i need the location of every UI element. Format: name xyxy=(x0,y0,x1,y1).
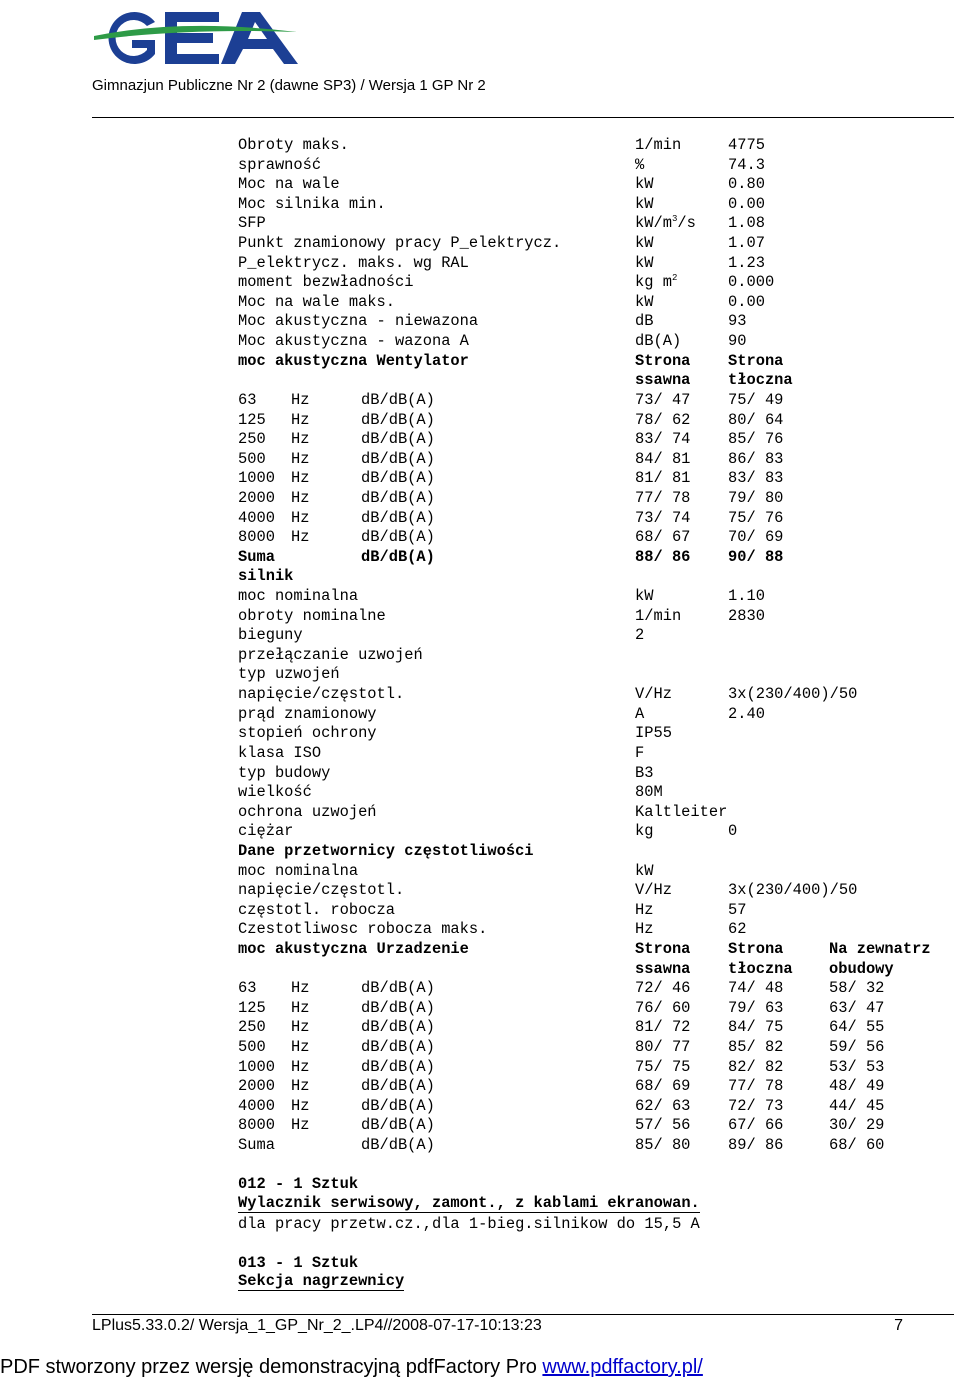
frequency-unit: Hz xyxy=(291,998,310,1017)
level-unit: dB/dB(A) xyxy=(361,390,435,409)
spec-label: ciężar xyxy=(238,822,294,841)
frequency-unit: Hz xyxy=(291,469,310,488)
motor-row xyxy=(238,764,954,784)
fan-sound-header-row-2 xyxy=(238,371,954,391)
document-subtitle: Gimnazjun Publiczne Nr 2 (dawne SP3) / Wersja 1 GP Nr 2 xyxy=(92,77,486,94)
unit-sound-sum-row xyxy=(238,1136,954,1156)
frequency: 2000 xyxy=(238,488,275,507)
unit-sound-col-discharge-2: tłoczna xyxy=(728,959,793,978)
frequency: 4000 xyxy=(238,1096,275,1115)
motor-row xyxy=(238,587,954,607)
frequency-unit: Hz xyxy=(291,508,310,527)
level-suction: 73/ 74 xyxy=(635,508,691,527)
param-value: 0.00 xyxy=(728,194,765,213)
spec-value: 2.40 xyxy=(728,704,765,723)
level-discharge: 74/ 48 xyxy=(728,979,784,998)
motor-row xyxy=(238,626,954,646)
param-value: 1.23 xyxy=(728,253,765,272)
spec-value: 57 xyxy=(728,900,747,919)
item-heading: 013 - 1 Sztuk xyxy=(238,1253,359,1272)
frequency: 500 xyxy=(238,1038,266,1057)
frequency-unit: Hz xyxy=(291,1038,310,1057)
param-row xyxy=(238,175,954,195)
param-label: SFP xyxy=(238,214,266,233)
level-suction: 76/ 60 xyxy=(635,998,691,1017)
level-discharge: 77/ 78 xyxy=(728,1077,784,1096)
frequency-unit: Hz xyxy=(291,1057,310,1076)
sum-label: Suma xyxy=(238,547,275,566)
unit-sound-col-discharge: Strona xyxy=(728,939,784,958)
spec-unit: 80M xyxy=(635,783,663,802)
param-row xyxy=(238,136,954,156)
param-row xyxy=(238,273,954,293)
converter-title-row xyxy=(238,842,954,862)
unit-sound-header-row-2 xyxy=(238,960,954,980)
sound-row xyxy=(238,469,954,489)
level-discharge: 83/ 83 xyxy=(728,469,784,488)
spec-label: napięcie/częstotl. xyxy=(238,881,405,900)
param-unit: 1/min xyxy=(635,136,682,154)
motor-row xyxy=(238,607,954,627)
sound-row xyxy=(238,1077,954,1097)
param-value: 0.80 xyxy=(728,175,765,194)
motor-row xyxy=(238,822,954,842)
frequency: 125 xyxy=(238,998,266,1017)
converter-row xyxy=(238,920,954,940)
param-label: Obroty maks. xyxy=(238,136,349,154)
motor-row xyxy=(238,803,954,823)
gea-logo xyxy=(92,6,302,70)
spec-label: napięcie/częstotl. xyxy=(238,685,405,704)
unit-sound-table xyxy=(238,979,954,1136)
param-value: 0.000 xyxy=(728,273,775,292)
param-unit xyxy=(635,214,696,234)
converter-title: Dane przetwornicy częstotliwości xyxy=(238,841,534,860)
param-value: 90 xyxy=(728,332,747,351)
spacer xyxy=(238,1156,954,1176)
sound-row xyxy=(238,489,954,509)
level-unit: dB/dB(A) xyxy=(361,508,435,527)
param-unit: kW xyxy=(635,234,654,253)
unit-sound-col-suction: Strona xyxy=(635,939,691,958)
level-suction: 78/ 62 xyxy=(635,410,691,429)
level-unit: dB/dB(A) xyxy=(361,1038,435,1057)
motor-row xyxy=(238,646,954,666)
param-unit: kW xyxy=(635,194,654,213)
sum-unit: dB/dB(A) xyxy=(361,1136,435,1155)
motor-title: silnik xyxy=(238,567,294,586)
sound-row xyxy=(238,1038,954,1058)
page-number: 7 xyxy=(894,1317,903,1334)
fan-sound-header-row xyxy=(238,352,954,372)
spec-unit: F xyxy=(635,743,645,762)
spec-value: 1.10 xyxy=(728,587,765,606)
fan-sound-title: moc akustyczna Wentylator xyxy=(238,351,469,370)
frequency-unit: Hz xyxy=(291,528,310,547)
frequency-unit: Hz xyxy=(291,488,310,507)
item-012-desc-row xyxy=(238,1215,954,1235)
header-divider xyxy=(92,117,954,118)
param-value: 0.00 xyxy=(728,292,765,311)
fan-sound-col-discharge-2: tłoczna xyxy=(728,371,793,390)
param-unit: % xyxy=(635,155,645,174)
level-casing: 63/ 47 xyxy=(829,998,885,1017)
level-suction: 73/ 47 xyxy=(635,390,691,409)
level-discharge: 80/ 64 xyxy=(728,410,784,429)
param-value: 1.08 xyxy=(728,214,765,233)
level-unit: dB/dB(A) xyxy=(361,430,435,449)
level-suction: 84/ 81 xyxy=(635,449,691,468)
param-row xyxy=(238,234,954,254)
level-casing: 53/ 53 xyxy=(829,1057,885,1076)
item-012-heading xyxy=(238,1175,954,1195)
level-discharge: 70/ 69 xyxy=(728,528,784,547)
param-row xyxy=(238,156,954,176)
spec-unit: kW xyxy=(635,861,654,880)
param-label: Moc silnika min. xyxy=(238,194,386,213)
level-suction: 83/ 74 xyxy=(635,430,691,449)
spec-unit: A xyxy=(635,704,645,723)
sound-row xyxy=(238,1058,954,1078)
frequency-unit: Hz xyxy=(291,410,310,429)
unit-exponent: 2 xyxy=(671,273,678,284)
param-row xyxy=(238,195,954,215)
level-unit: dB/dB(A) xyxy=(361,410,435,429)
spec-sheet xyxy=(238,136,954,1293)
motor-row xyxy=(238,665,954,685)
frequency: 250 xyxy=(238,1018,266,1037)
spec-label: typ budowy xyxy=(238,763,331,782)
level-unit: dB/dB(A) xyxy=(361,469,435,488)
converter-row xyxy=(238,901,954,921)
param-value: 93 xyxy=(728,312,747,331)
spec-unit: Hz xyxy=(635,920,654,939)
param-label: Moc akustyczna - niewazona xyxy=(238,312,479,331)
level-suction: 81/ 72 xyxy=(635,1018,691,1037)
motor-row xyxy=(238,705,954,725)
item-012-name-row xyxy=(238,1195,954,1215)
frequency-unit: Hz xyxy=(291,1096,310,1115)
frequency-unit: Hz xyxy=(291,430,310,449)
level-discharge: 75/ 49 xyxy=(728,390,784,409)
param-unit: kW xyxy=(635,175,654,194)
spec-label: przełączanie uzwojeń xyxy=(238,645,423,664)
param-label: moment bezwładności xyxy=(238,273,414,292)
footer-divider xyxy=(92,1314,954,1315)
level-discharge: 72/ 73 xyxy=(728,1096,784,1115)
unit-sound-title: moc akustyczna Urzadzenie xyxy=(238,939,469,958)
param-row xyxy=(238,214,954,234)
level-suction: 72/ 46 xyxy=(635,979,691,998)
pdf-banner xyxy=(0,1356,703,1379)
spec-value: 0 xyxy=(728,822,738,841)
unit-sound-header-row xyxy=(238,940,954,960)
spec-unit: kg xyxy=(635,822,654,841)
frequency: 2000 xyxy=(238,1077,275,1096)
level-discharge: 85/ 82 xyxy=(728,1038,784,1057)
sound-row xyxy=(238,391,954,411)
motor-title-row xyxy=(238,567,954,587)
sound-row xyxy=(238,411,954,431)
param-row xyxy=(238,312,954,332)
unit-sound-col-casing-2: obudowy xyxy=(829,959,894,978)
spec-label: klasa ISO xyxy=(238,743,322,762)
frequency-unit: Hz xyxy=(291,1018,310,1037)
level-discharge: 79/ 80 xyxy=(728,488,784,507)
param-label: Moc na wale xyxy=(238,175,340,194)
frequency: 1000 xyxy=(238,1057,275,1076)
unit-sound-col-suction-2: ssawna xyxy=(635,959,691,978)
spec-unit: V/Hz xyxy=(635,881,672,900)
level-discharge: 85/ 76 xyxy=(728,430,784,449)
fan-sound-sum-row xyxy=(238,548,954,568)
level-unit: dB/dB(A) xyxy=(361,1116,435,1135)
spec-label: ochrona uzwojeń xyxy=(238,802,377,821)
sound-row xyxy=(238,979,954,999)
motor-row xyxy=(238,744,954,764)
level-discharge: 67/ 66 xyxy=(728,1116,784,1135)
frequency: 63 xyxy=(238,979,257,998)
param-unit xyxy=(635,273,677,293)
frequency: 8000 xyxy=(238,1116,275,1135)
sum-discharge: 89/ 86 xyxy=(728,1136,784,1155)
spec-unit: B3 xyxy=(635,763,654,782)
level-unit: dB/dB(A) xyxy=(361,979,435,998)
sum-label: Suma xyxy=(238,1136,275,1155)
level-discharge: 82/ 82 xyxy=(728,1057,784,1076)
item-heading: 012 - 1 Sztuk xyxy=(238,1175,359,1194)
spec-label: obroty nominalne xyxy=(238,606,386,625)
frequency-unit: Hz xyxy=(291,390,310,409)
spec-unit: 1/min xyxy=(635,606,682,625)
sum-suction: 88/ 86 xyxy=(635,547,691,566)
level-unit: dB/dB(A) xyxy=(361,1018,435,1037)
param-label: Moc na wale maks. xyxy=(238,292,396,311)
param-value: 4775 xyxy=(728,136,765,154)
param-label: Punkt znamionowy pracy P_elektrycz. xyxy=(238,234,562,253)
level-discharge: 75/ 76 xyxy=(728,508,784,527)
level-unit: dB/dB(A) xyxy=(361,1077,435,1096)
spec-label: Czestotliwosc robocza maks. xyxy=(238,920,488,939)
level-unit: dB/dB(A) xyxy=(361,488,435,507)
spec-label: bieguny xyxy=(238,626,303,645)
frequency: 250 xyxy=(238,430,266,449)
fan-sound-col-suction-2: ssawna xyxy=(635,371,691,390)
motor-row xyxy=(238,685,954,705)
spec-unit: Hz xyxy=(635,900,654,919)
level-suction: 75/ 75 xyxy=(635,1057,691,1076)
unit-sound-col-casing: Na zewnatrz xyxy=(829,939,931,958)
spec-unit: V/Hz xyxy=(635,685,672,704)
item-name: Wylacznik serwisowy, zamont., z kablami ekranowan. xyxy=(238,1193,700,1212)
level-casing: 44/ 45 xyxy=(829,1096,885,1115)
level-unit: dB/dB(A) xyxy=(361,528,435,547)
sound-row xyxy=(238,1018,954,1038)
frequency: 125 xyxy=(238,410,266,429)
item-description: dla pracy przetw.cz.,dla 1-bieg.silnikow do 15,5 A xyxy=(238,1214,700,1233)
motor-row xyxy=(238,783,954,803)
param-unit: dB xyxy=(635,312,654,331)
spacer xyxy=(238,1234,954,1254)
level-unit: dB/dB(A) xyxy=(361,998,435,1017)
unit-exponent: 3 xyxy=(671,214,678,225)
frequency: 8000 xyxy=(238,528,275,547)
spec-unit: 2 xyxy=(635,626,645,645)
spec-label: prąd znamionowy xyxy=(238,704,377,723)
spec-label: wielkość xyxy=(238,783,312,802)
spec-value: 3x(230/400)/50 xyxy=(728,685,858,704)
level-suction: 81/ 81 xyxy=(635,469,691,488)
param-row xyxy=(238,254,954,274)
level-unit: dB/dB(A) xyxy=(361,449,435,468)
frequency: 1000 xyxy=(238,469,275,488)
level-suction: 57/ 56 xyxy=(635,1116,691,1135)
param-row xyxy=(238,332,954,352)
level-suction: 62/ 63 xyxy=(635,1096,691,1115)
level-discharge: 86/ 83 xyxy=(728,449,784,468)
fan-sound-col-discharge: Strona xyxy=(728,351,784,370)
frequency: 500 xyxy=(238,449,266,468)
sound-row xyxy=(238,430,954,450)
spec-label: stopień ochrony xyxy=(238,724,377,743)
parameters-block xyxy=(238,136,954,352)
unit-base: kW/m xyxy=(635,214,672,233)
level-unit: dB/dB(A) xyxy=(361,1057,435,1076)
fan-sound-table xyxy=(238,391,954,548)
sound-row xyxy=(238,1097,954,1117)
sound-row xyxy=(238,450,954,470)
motor-row xyxy=(238,724,954,744)
converter-table xyxy=(238,862,954,940)
level-discharge: 84/ 75 xyxy=(728,1018,784,1037)
param-value: 74.3 xyxy=(728,155,765,174)
sum-unit: dB/dB(A) xyxy=(361,547,435,566)
pdf-banner-text: PDF stworzony przez wersję demonstracyjną pdfFactory Pro xyxy=(0,1356,543,1378)
sound-row xyxy=(238,509,954,529)
spec-unit: kW xyxy=(635,587,654,606)
sound-row xyxy=(238,528,954,548)
sum-casing: 68/ 60 xyxy=(829,1136,885,1155)
item-name: Sekcja nagrzewnicy xyxy=(238,1272,405,1291)
unit-suffix: /s xyxy=(677,214,696,233)
sound-row xyxy=(238,1116,954,1136)
frequency-unit: Hz xyxy=(291,449,310,468)
level-suction: 77/ 78 xyxy=(635,488,691,507)
level-casing: 48/ 49 xyxy=(829,1077,885,1096)
level-casing: 30/ 29 xyxy=(829,1116,885,1135)
frequency: 4000 xyxy=(238,508,275,527)
spec-label: częstotl. robocza xyxy=(238,900,396,919)
level-suction: 68/ 67 xyxy=(635,528,691,547)
spec-unit: IP55 xyxy=(635,724,672,743)
frequency-unit: Hz xyxy=(291,979,310,998)
level-discharge: 79/ 63 xyxy=(728,998,784,1017)
frequency: 63 xyxy=(238,390,257,409)
param-unit: kW xyxy=(635,292,654,311)
level-suction: 68/ 69 xyxy=(635,1077,691,1096)
converter-row xyxy=(238,881,954,901)
spec-label: moc nominalna xyxy=(238,587,359,606)
level-unit: dB/dB(A) xyxy=(361,1096,435,1115)
level-casing: 58/ 32 xyxy=(829,979,885,998)
spec-value: 2830 xyxy=(728,606,765,625)
spec-value: 3x(230/400)/50 xyxy=(728,881,858,900)
spec-label: moc nominalna xyxy=(238,861,359,880)
level-casing: 64/ 55 xyxy=(829,1018,885,1037)
spec-value: 62 xyxy=(728,920,747,939)
unit-base: kg m xyxy=(635,273,672,292)
param-label: Moc akustyczna - wazona A xyxy=(238,332,469,351)
fan-sound-col-suction: Strona xyxy=(635,351,691,370)
sum-discharge: 90/ 88 xyxy=(728,547,784,566)
level-casing: 59/ 56 xyxy=(829,1038,885,1057)
frequency-unit: Hz xyxy=(291,1116,310,1135)
param-label: sprawność xyxy=(238,155,322,174)
sound-row xyxy=(238,999,954,1019)
converter-row xyxy=(238,862,954,882)
item-013-name-row xyxy=(238,1273,954,1293)
pdffactory-link[interactable]: www.pdffactory.pl/ xyxy=(542,1356,703,1378)
param-value: 1.07 xyxy=(728,234,765,253)
param-unit: kW xyxy=(635,253,654,272)
param-row xyxy=(238,293,954,313)
param-unit: dB(A) xyxy=(635,332,682,351)
item-013-heading xyxy=(238,1254,954,1274)
spec-label: typ uzwojeń xyxy=(238,665,340,684)
frequency-unit: Hz xyxy=(291,1077,310,1096)
sum-suction: 85/ 80 xyxy=(635,1136,691,1155)
param-label: P_elektrycz. maks. wg RAL xyxy=(238,253,469,272)
level-suction: 80/ 77 xyxy=(635,1038,691,1057)
motor-table xyxy=(238,587,954,842)
footer-file-info: LPlus5.33.0.2/ Wersja_1_GP_Nr_2_.LP4//2008-07-17-10:13:23 xyxy=(92,1317,542,1334)
spec-unit: Kaltleiter xyxy=(635,802,728,821)
